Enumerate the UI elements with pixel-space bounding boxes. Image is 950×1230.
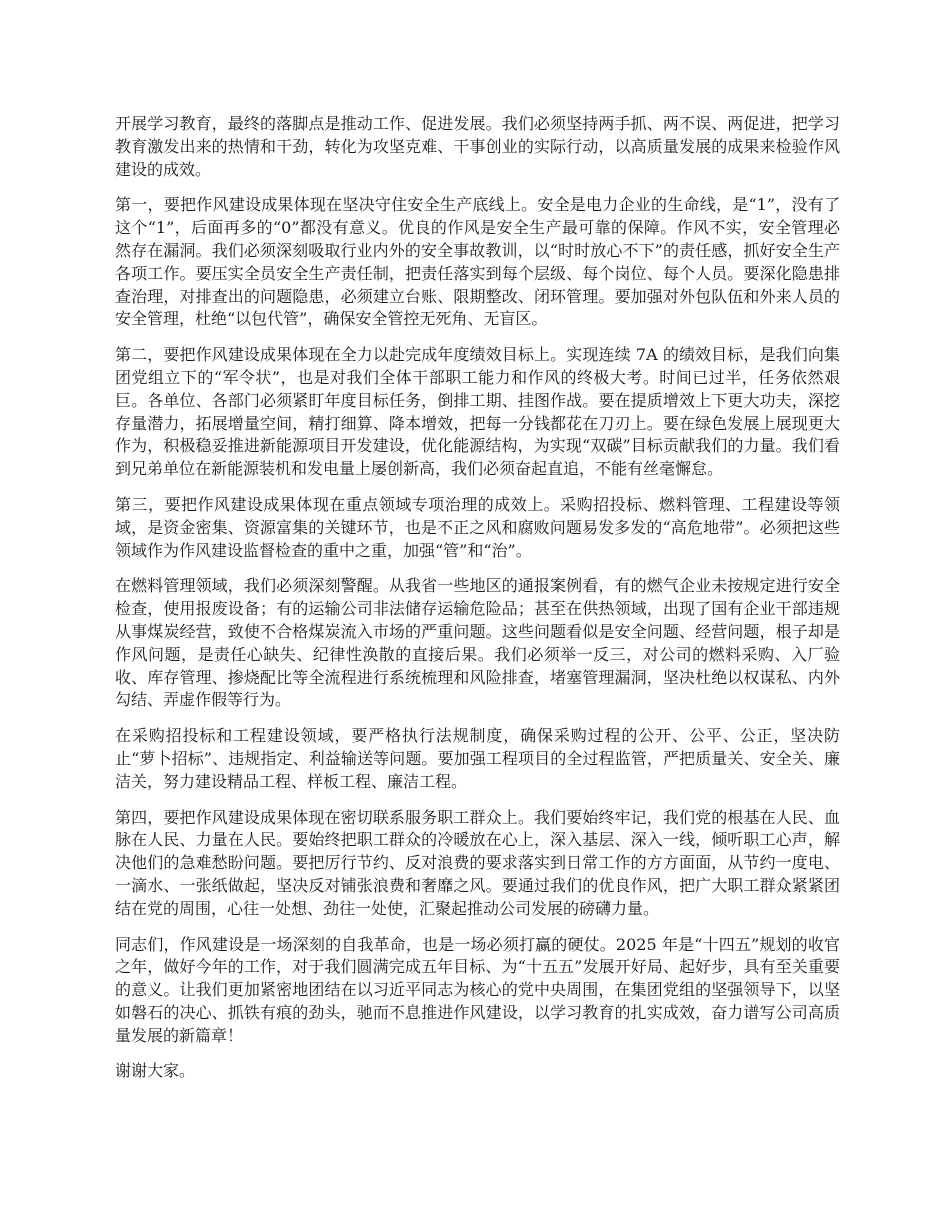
paragraph-procurement: 在采购招投标和工程建设领域，要严格执行法规制度，确保采购过程的公开、公平、公正，坚决防止“萝卜招标”、违规指定、利益输送等问题。要加强工程项目的全过程监管，严把质量关、安全关、廉洁关，努力建设精品工程、样板工程、廉洁工程。	[115, 726, 840, 791]
paragraph-fuel-management: 在燃料管理领域，我们必须深刻警醒。从我省一些地区的通报案例看，有的燃气企业未按规定进行安全检查，使用报废设备；有的运输公司非法储存运输危险品；甚至在供热领域，出现了国有企业干部违规从事煤炭经营，致使不合格煤炭流入市场的严重问题。这些问题看似是安全问题、经营问题，根子却是作风问题，是责任心缺失、纪律性涣散的直接后果。我们必须举一反三，对公司的燃料采购、入厂验收、库存管理、掺烧配比等全流程进行系统梳理和风险排查，堵塞管理漏洞，坚决杜绝以权谋私、内外勾结、弄虚作假等行为。	[115, 576, 840, 710]
paragraph-performance: 第二，要把作风建设成果体现在全力以赴完成年度绩效目标上。实现连续 7A 的绩效目标，是我们向集团党组立下的“军令状”，也是对我们全体干部职工能力和作风的终极大考。时间已过半，任务依然艰巨。各单位、各部门必须紧盯年度目标任务，倒排工期、挂图作战。要在提质增效上下更大功夫，深挖存量潜力，拓展增量空间，精打细算、降本增效，把每一分钱都花在刀刃上。要在绿色发展上展现更大作为，积极稳妥推进新能源项目开发建设，优化能源结构，为实现“双碳”目标贡献我们的力量。我们看到兄弟单位在新能源装机和发电量上屡创新高，我们必须奋起直追，不能有丝毫懈怠。	[115, 345, 840, 479]
paragraph-serve-workers: 第四，要把作风建设成果体现在密切联系服务职工群众上。我们要始终牢记，我们党的根基在人民、血脉在人民、力量在人民。要始终把职工群众的冷暖放在心上，深入基层、深入一线，倾听职工心声，解决他们的急难愁盼问题。要把厉行节约、反对浪费的要求落实到日常工作的方方面面，从节约一度电、一滴水、一张纸做起，坚决反对铺张浪费和奢靡之风。要通过我们的优良作风，把广大职工群众紧紧团结在党的周围，心往一处想、劲往一处使，汇聚起推动公司发展的磅礴力量。	[115, 807, 840, 918]
paragraph-special-governance: 第三，要把作风建设成果体现在重点领域专项治理的成效上。采购招投标、燃料管理、工程建设等领域，是资金密集、资源富集的关键环节，也是不正之风和腐败问题易发多发的“高危地带”。必须把这些领域作为作风建设监督检查的重中之重，加强“管”和“治”。	[115, 494, 840, 560]
paragraph-intro: 开展学习教育，最终的落脚点是推动工作、促进发展。我们必须坚持两手抓、两不误、两促进，把学习教育激发出来的热情和干劲，转化为攻坚克难、干事创业的实际行动，以高质量发展的成果来检验作风建设的成效。	[115, 114, 840, 179]
document-body	[115, 113, 840, 1096]
paragraph-conclusion: 同志们，作风建设是一场深刻的自我革命，也是一场必须打赢的硬仗。2025 年是“十四五”规划的收官之年，做好今年的工作，对于我们圆满完成五年目标、为“十五五”发展开好局、起好步，具有至关重要的意义。让我们更加紧密地团结在以习近平同志为核心的党中央周围，在集团党组的坚强领导下，以坚如磐石的决心、抓铁有痕的劲头，驰而不息推进作风建设，以学习教育的扎实成效，奋力谱写公司高质量发展的新篇章！	[115, 934, 840, 1045]
paragraph-safety: 第一，要把作风建设成果体现在坚决守住安全生产底线上。安全是电力企业的生命线，是“1”，没有了这个“1”，后面再多的“0”都没有意义。优良的作风是安全生产最可靠的保障。作风不实，安全管理必然存在漏洞。我们必须深刻吸取行业内外的安全事故教训，以“时时放心不下”的责任感，抓好安全生产各项工作。要压实全员安全生产责任制，把责任落实到每个层级、每个岗位、每个人员。要深化隐患排查治理，对排查出的问题隐患，必须建立台账、限期整改、闭环管理。要加强对外包队伍和外来人员的安全管理，杜绝“以包代管”，确保安全管控无死角、无盲区。	[115, 195, 840, 329]
paragraph-thanks: 谢谢大家。	[115, 1061, 196, 1081]
